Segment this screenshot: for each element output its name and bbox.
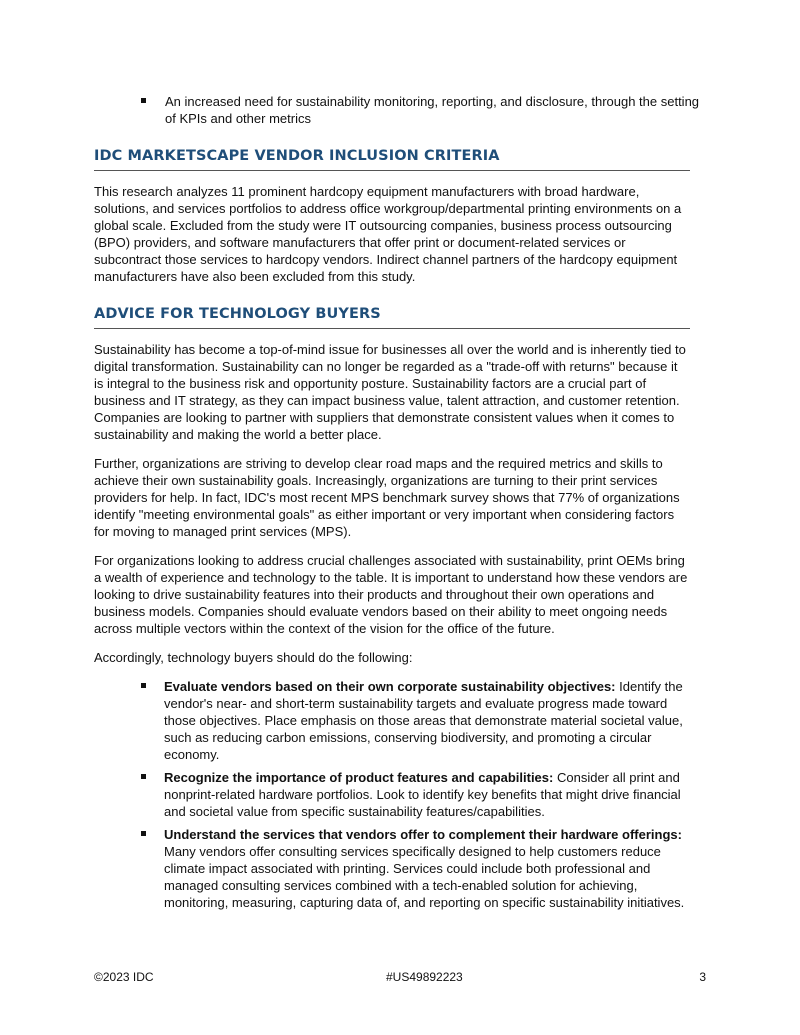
list-item [141, 678, 690, 763]
list-item-text: Identify the vendor's near- and short-term sustainability targets and evaluate progress made toward those objectives. Place emphasis on those areas that demonstrate material societal value, such as reducing carbon emissions, conserving biodiversity, and promoting a circular economy. [164, 679, 683, 762]
list-item [141, 769, 690, 820]
square-bullet-icon [141, 774, 146, 779]
footer-document-id: #US49892223 [386, 970, 463, 984]
paragraph: Accordingly, technology buyers should do the following: [94, 650, 413, 665]
list-item-text: An increased need for sustainability monitoring, reporting, and disclosure, through the setting of KPIs and other metrics [165, 94, 700, 126]
paragraph: For organizations looking to address crucial challenges associated with sustainability, print OEMs bring a wealth of experience and technology to the table. It is important to understand how these vendors are looking to drive sustainability features into their products and throughout their own operations and business models. Companies should evaluate vendors based on their ability to meet ongoing needs across multiple vectors within the context of the vision for the office of the future. [94, 553, 688, 636]
top-bullet-list [141, 93, 701, 127]
advice-section [94, 306, 690, 917]
list-item-lead: Evaluate vendors based on their own corporate sustainability objectives: [164, 679, 616, 694]
paragraph: Sustainability has become a top-of-mind issue for businesses all over the world and is inherently tied to digital transformation. Sustainability can no longer be regarded as a "trade-off with returns" because it is integral to the business risk and opportunity posture. Sustainability factors are a crucial part of business and IT strategy, as they can impact business value, talent attraction, and customer retention. Companies are looking to partner with suppliers that demonstrate consistent values when it comes to sustainability and making the world a better place. [94, 342, 686, 442]
section-heading: IDC MARKETSCAPE VENDOR INCLUSION CRITERIA [94, 148, 500, 164]
list-item [141, 826, 690, 911]
square-bullet-icon [141, 831, 146, 836]
paragraph: Further, organizations are striving to develop clear road maps and the required metrics and skills to achieve their own sustainability goals. Increasingly, organizations are turning to their print services providers for help. In fact, IDC's most recent MPS benchmark survey shows that 77% of organizations identify "meeting environmental goals" as either important or very important when considering factors for moving to managed print services (MPS). [94, 456, 680, 539]
section-divider [94, 328, 690, 329]
footer-copyright: ©2023 IDC [94, 970, 154, 984]
paragraph: This research analyzes 11 prominent hardcopy equipment manufacturers with broad hardware, solutions, and services portfolios to address office workgroup/departmental printing environments on a global scale. Excluded from the study were IT outsourcing companies, business process outsourcing (BPO) providers, and software manufacturers that offer print or document-related services or subcontract those services to hardcopy vendors. Indirect channel partners of the hardcopy equipment manufacturers have also been excluded from this study. [94, 184, 682, 284]
square-bullet-icon [141, 98, 146, 103]
buyer-advice-list [94, 678, 690, 911]
square-bullet-icon [141, 683, 146, 688]
footer-page-number: 3 [699, 970, 706, 984]
list-item-lead: Understand the services that vendors offer to complement their hardware offerings: [164, 827, 682, 842]
list-item-text: Consider all print and nonprint-related hardware portfolios. Look to identify key benefits that might drive financial and societal value from specific sustainability features/capabilities. [164, 770, 681, 819]
list-item [141, 93, 701, 127]
list-item-text: Many vendors offer consulting services specifically designed to help customers reduce climate impact associated with printing. Services could include both professional and managed consulting services combined with a tech-enabled solution for achieving, monitoring, measuring, capturing data of, and reporting on specific sustainability initiatives. [164, 844, 685, 910]
section-divider [94, 170, 690, 171]
list-item-lead: Recognize the importance of product features and capabilities: [164, 770, 554, 785]
section-heading: ADVICE FOR TECHNOLOGY BUYERS [94, 306, 381, 322]
inclusion-criteria-section [94, 148, 690, 297]
